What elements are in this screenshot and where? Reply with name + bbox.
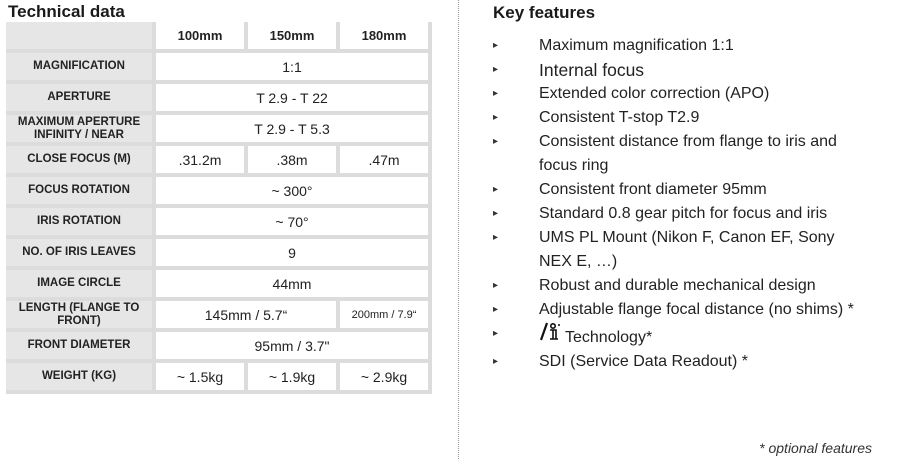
feature-text: Standard 0.8 gear pitch for focus and iris <box>539 205 828 222</box>
value-aperture: T 2.9 - T 22 <box>156 84 432 115</box>
bullet-icon: ▸ <box>493 112 499 123</box>
header-180mm: 180mm <box>340 22 432 53</box>
i-technology-logo-icon <box>539 322 561 349</box>
key-features-list <box>468 34 900 374</box>
feature-text: Extended color correction (APO) <box>539 85 770 102</box>
row-label-focus-rotation: FOCUS ROTATION <box>6 177 156 208</box>
bullet-icon: ▸ <box>493 64 499 75</box>
list-item <box>468 178 900 202</box>
row-label-max-aperture-line2: INFINITY / NEAR <box>34 128 124 141</box>
list-item <box>468 202 900 226</box>
feature-text: Maximum magnification 1:1 <box>539 37 734 54</box>
feature-text: NEX E, …) <box>539 253 618 270</box>
bullet-icon: ▸ <box>493 88 499 99</box>
value-weight-150: ~ 1.9kg <box>248 363 340 394</box>
table-header-row <box>6 22 432 53</box>
bullet-icon: ▸ <box>493 136 499 147</box>
value-iris-leaves: 9 <box>156 239 432 270</box>
row-label-image-circle: IMAGE CIRCLE <box>6 270 156 301</box>
list-item <box>468 106 900 130</box>
list-item <box>468 130 900 154</box>
value-length-100-150: 145mm / 5.7“ <box>156 301 340 332</box>
value-iris-rotation: ~ 70° <box>156 208 432 239</box>
value-weight-180: ~ 2.9kg <box>340 363 432 394</box>
list-item <box>468 58 900 82</box>
list-item <box>468 274 900 298</box>
value-image-circle: 44mm <box>156 270 432 301</box>
list-item <box>468 322 900 350</box>
list-item-continuation <box>468 250 900 274</box>
feature-text: UMS PL Mount (Nikon F, Canon EF, Sony <box>539 229 835 246</box>
technical-data-title: Technical data <box>8 2 125 21</box>
row-label-aperture: APERTURE <box>6 84 156 115</box>
value-close-focus-150: .38m <box>248 146 340 177</box>
feature-text: Internal focus <box>539 60 645 80</box>
technical-data-panel <box>0 0 440 459</box>
value-weight-100: ~ 1.5kg <box>156 363 248 394</box>
table-row <box>6 301 432 332</box>
table-row <box>6 239 432 270</box>
value-close-focus-180: .47m <box>340 146 432 177</box>
feature-text: Consistent distance from flange to iris and <box>539 133 837 150</box>
row-label-length-line2: FRONT) <box>57 314 101 327</box>
value-magnification: 1:1 <box>156 53 432 84</box>
feature-text: Adjustable flange focal distance (no shims) * <box>539 301 854 318</box>
table-row <box>6 146 432 177</box>
key-features-panel <box>468 0 900 459</box>
header-100mm: 100mm <box>156 22 248 53</box>
bullet-icon: ▸ <box>493 184 499 195</box>
table-row <box>6 332 432 363</box>
feature-text: Consistent T-stop T2.9 <box>539 109 700 126</box>
value-close-focus-100: .31.2m <box>156 146 248 177</box>
list-item-continuation <box>468 154 900 178</box>
bullet-icon: ▸ <box>493 328 499 339</box>
row-label-close-focus: CLOSE FOCUS (M) <box>6 146 156 177</box>
list-item <box>468 34 900 58</box>
list-item <box>468 298 900 322</box>
value-focus-rotation: ~ 300° <box>156 177 432 208</box>
feature-text: Consistent front diameter 95mm <box>539 181 767 198</box>
bullet-icon: ▸ <box>493 40 499 51</box>
row-label-max-aperture <box>6 115 156 146</box>
feature-text: SDI (Service Data Readout) * <box>539 353 748 370</box>
table-row <box>6 115 432 146</box>
table-row <box>6 84 432 115</box>
technical-data-table <box>6 22 432 394</box>
bullet-icon: ▸ <box>493 356 499 367</box>
row-label-magnification: MAGNIFICATION <box>6 53 156 84</box>
table-row <box>6 177 432 208</box>
row-label-length-line1: LENGTH (FLANGE TO <box>18 301 140 314</box>
bullet-icon: ▸ <box>493 304 499 315</box>
table-row <box>6 270 432 301</box>
table-row <box>6 208 432 239</box>
value-length-180: 200mm / 7.9“ <box>340 301 432 332</box>
value-max-aperture: T 2.9 - T 5.3 <box>156 115 432 146</box>
row-label-iris-leaves: NO. OF IRIS LEAVES <box>6 239 156 270</box>
bullet-icon: ▸ <box>493 208 499 219</box>
feature-text: Robust and durable mechanical design <box>539 277 816 294</box>
table-row <box>6 53 432 84</box>
list-item <box>468 226 900 250</box>
row-label-max-aperture-line1: MAXIMUM APERTURE <box>17 115 141 128</box>
list-item <box>468 350 900 374</box>
column-divider <box>458 0 459 459</box>
optional-features-footnote: * optional features <box>759 440 872 456</box>
key-features-title: Key features <box>493 3 596 22</box>
row-label-weight: WEIGHT (KG) <box>6 363 156 394</box>
list-item <box>468 82 900 106</box>
header-empty-cell <box>6 22 156 53</box>
feature-text: Technology* <box>565 329 653 346</box>
feature-text: focus ring <box>539 157 609 174</box>
row-label-length <box>6 301 156 332</box>
row-label-iris-rotation: IRIS ROTATION <box>6 208 156 239</box>
bullet-icon: ▸ <box>493 232 499 243</box>
table-row <box>6 363 432 394</box>
bullet-icon: ▸ <box>493 280 499 291</box>
header-150mm: 150mm <box>248 22 340 53</box>
value-front-diameter: 95mm / 3.7" <box>156 332 432 363</box>
row-label-front-diameter: FRONT DIAMETER <box>6 332 156 363</box>
